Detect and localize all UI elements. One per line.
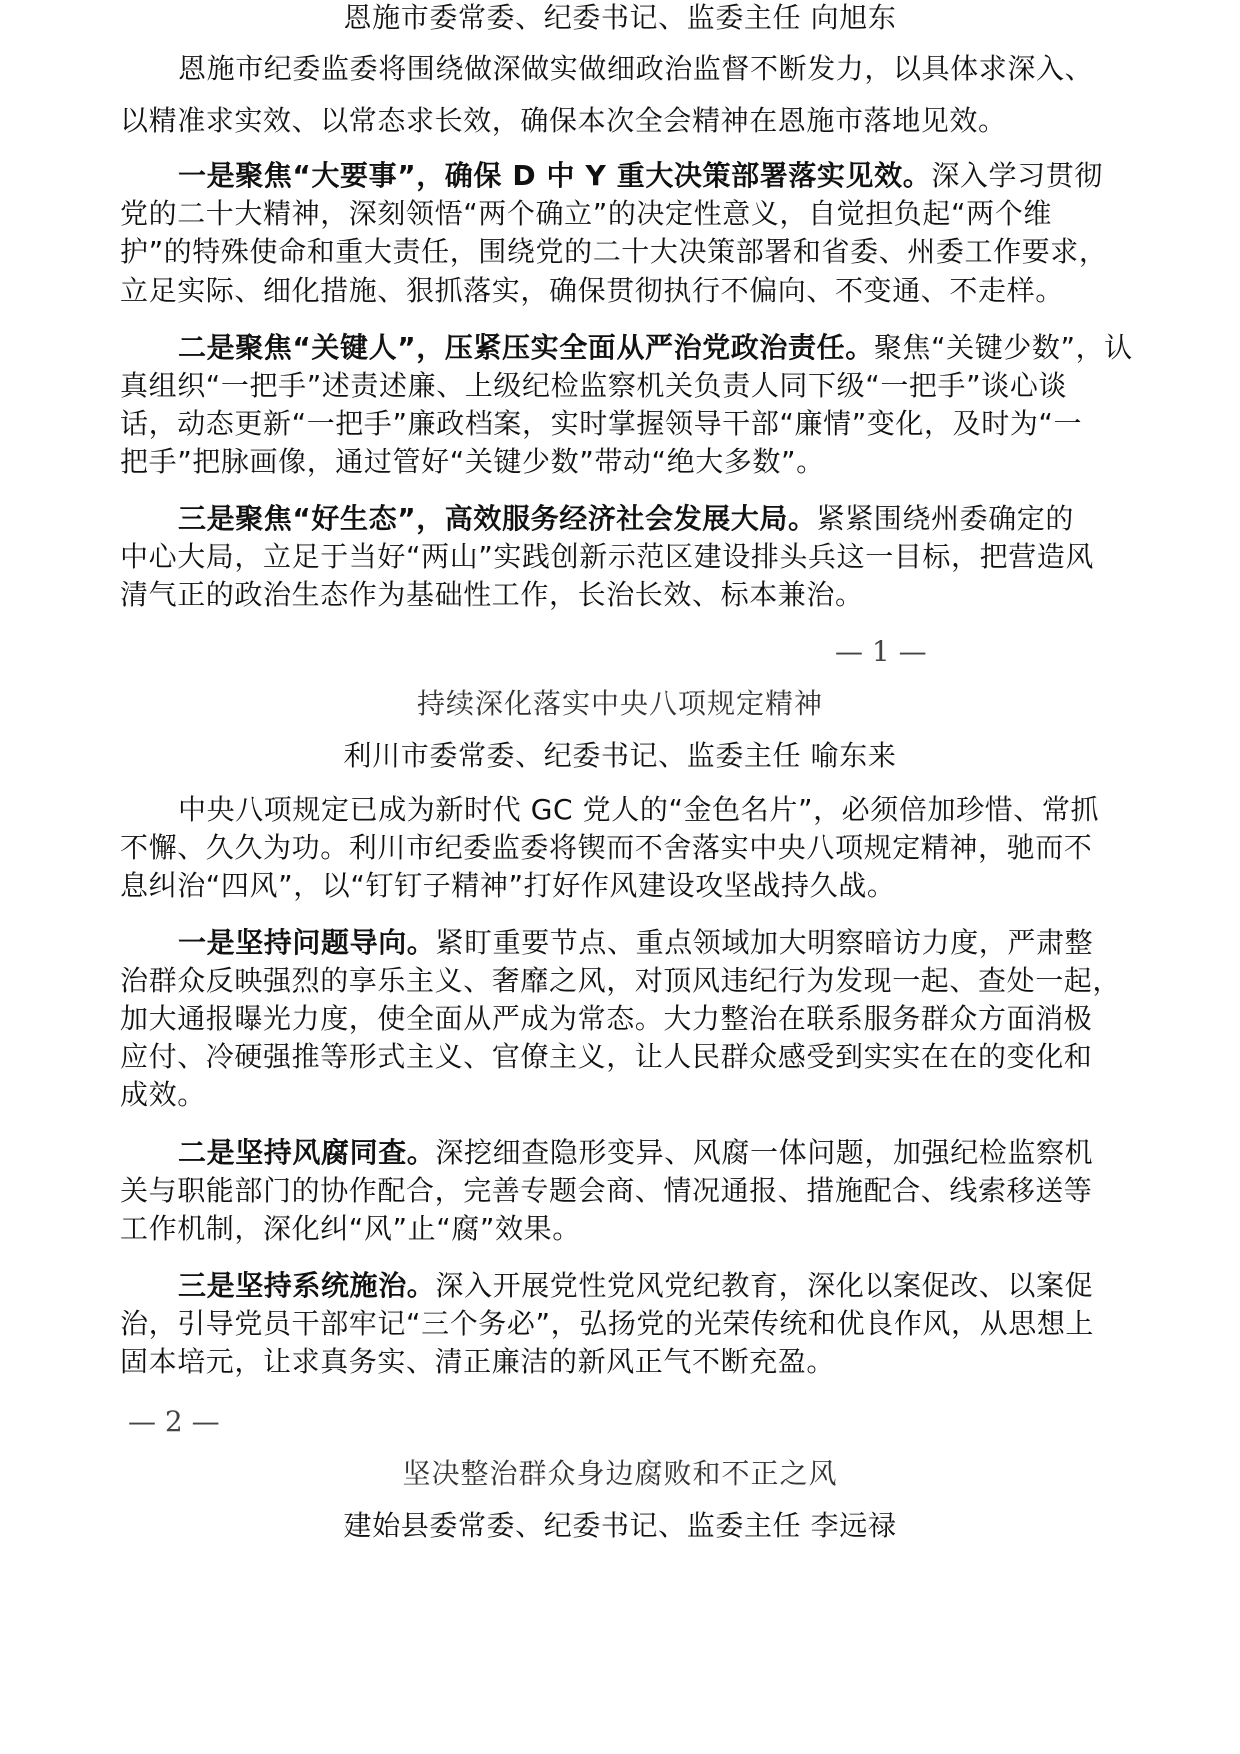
section-1-point-3-line: 中心大局，立足于当好“两山”实践创新示范区建设排头兵这一目标，把营造风 <box>120 540 1095 573</box>
section-2-point-1-line: 成效。 <box>120 1078 206 1111</box>
section-1-intro-line: 恩施市纪委监委将围绕做深做实做细政治监督不断发力，以具体求深入、 <box>178 52 1094 85</box>
section-1-point-2-line: 把手”把脉画像，通过管好“关键少数”带动“绝大多数”。 <box>120 445 825 478</box>
section-2-point-3-heading: 三是坚持系统施治。 <box>178 1269 436 1302</box>
section-1-point-1-line: 护”的特殊使命和重大责任，围绕党的二十大决策部署和省委、州委工作要求， <box>120 235 1108 268</box>
section-2-author: 利川市委常委、纪委书记、监委主任 喻东来 <box>343 739 897 772</box>
page-number: — 1 — <box>835 635 927 668</box>
section-2-point-1-heading: 一是坚持问题导向。 <box>178 926 436 959</box>
section-2-point-2-line: 关与职能部门的协作配合，完善专题会商、情况通报、措施配合、线索移送等 <box>120 1174 1093 1207</box>
section-1-point-1-text: 深入学习贯彻 <box>931 159 1103 192</box>
section-1-intro-line: 以精准求实效、以常态求长效，确保本次全会精神在恩施市落地见效。 <box>120 104 1007 137</box>
page-number: — 2 — <box>128 1405 220 1438</box>
section-1-point-1-line: 立足实际、细化措施、狠抓落实，确保贯彻执行不偏向、不变通、不走样。 <box>120 274 1064 307</box>
section-1-point-2-heading: 二是聚焦“关键人”，压紧压实全面从严治党政治责任。 <box>178 331 874 364</box>
section-1-point-2-first-line <box>178 330 1133 366</box>
section-1-point-3-heading: 三是聚焦“好生态”，高效服务经济社会发展大局。 <box>178 502 817 535</box>
section-3-title: 坚决整治群众身边腐败和不正之风 <box>402 1457 838 1490</box>
section-3-author: 建始县委常委、纪委书记、监委主任 李远禄 <box>343 1509 897 1542</box>
section-1-point-2-text: 聚焦“关键少数”，认 <box>873 331 1133 364</box>
section-2-point-1-line: 应付、冷硬强推等形式主义、官僚主义，让人民群众感受到实实在在的变化和 <box>120 1040 1093 1073</box>
section-2-point-3-line: 固本培元，让求真务实、清正廉洁的新风正气不断充盈。 <box>120 1345 836 1378</box>
section-2-point-3-text: 深入开展党性党风党纪教育，深化以案促改、以案促 <box>435 1269 1094 1302</box>
section-2-point-2-line: 工作机制，深化纠“风”止“腐”效果。 <box>120 1212 581 1245</box>
section-1-point-2-line: 真组织“一把手”述责述廉、上级纪检监察机关负责人同下级“一把手”谈心谈 <box>120 369 1068 402</box>
section-1-point-1-line: 党的二十大精神，深刻领悟“两个确立”的决定性意义，自觉担负起“两个维 <box>120 197 1052 230</box>
section-1-point-1-first-line <box>178 158 1103 194</box>
section-2-point-1-line: 治群众反映强烈的享乐主义、奢靡之风，对顶风违纪行为发现一起、查处一起， <box>120 964 1122 997</box>
section-2-point-1-text: 紧盯重要节点、重点领域加大明察暗访力度，严肃整 <box>435 926 1094 959</box>
section-1-author: 恩施市委常委、纪委书记、监委主任 向旭东 <box>343 1 897 34</box>
section-2-intro-line: 不懈、久久为功。利川市纪委监委将锲而不舍落实中央八项规定精神，驰而不 <box>120 831 1093 864</box>
section-2-intro-line: 息纠治“四风”，以“钉钉子精神”打好作风建设攻坚战持久战。 <box>120 869 896 902</box>
section-2-title: 持续深化落实中央八项规定精神 <box>416 687 823 720</box>
section-2-intro-line: 中央八项规定已成为新时代 GC 党人的“金色名片”，必须倍加珍惜、常抓 <box>178 793 1100 826</box>
section-2-point-2-first-line <box>178 1135 1093 1171</box>
section-2-point-1-first-line <box>178 925 1093 961</box>
section-1-point-2-line: 话，动态更新“一把手”廉政档案，实时掌握领导干部“廉情”变化，及时为“一 <box>120 407 1083 440</box>
section-1-point-3-first-line <box>178 501 1074 537</box>
section-2-point-3-line: 治，引导党员干部牢记“三个务必”，弘扬党的光荣传统和优良作风，从思想上 <box>120 1307 1095 1340</box>
section-2-point-2-text: 深挖细查隐形变异、风腐一体问题，加强纪检监察机 <box>435 1136 1094 1169</box>
section-1-point-1-heading: 一是聚焦“大要事”，确保 D 中 Y 重大决策部署落实见效。 <box>178 159 932 192</box>
section-2-point-1-line: 加大通报曝光力度，使全面从严成为常态。大力整治在联系服务群众方面消极 <box>120 1002 1093 1035</box>
section-1-point-3-line: 清气正的政治生态作为基础性工作，长治长效、标本兼治。 <box>120 578 864 611</box>
section-1-point-3-text: 紧紧围绕州委确定的 <box>816 502 1075 535</box>
section-2-point-3-first-line <box>178 1268 1093 1304</box>
section-2-point-2-heading: 二是坚持风腐同查。 <box>178 1136 436 1169</box>
